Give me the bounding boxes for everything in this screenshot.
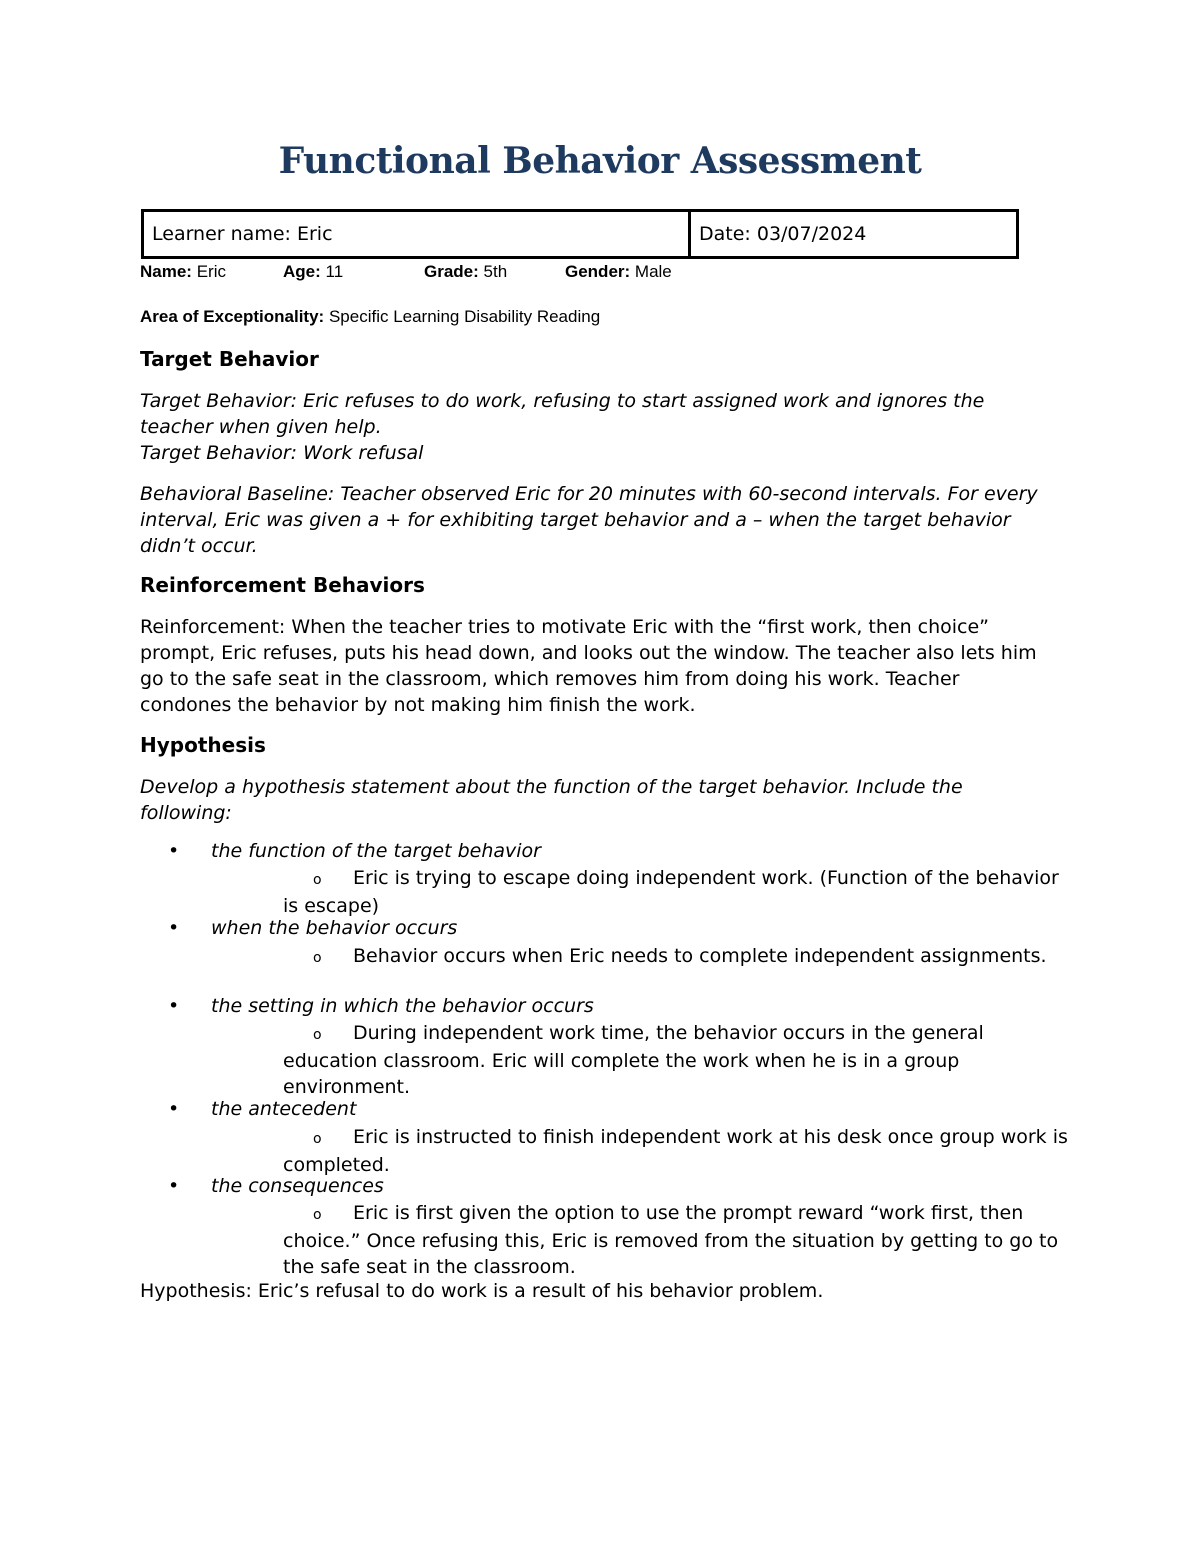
hypothesis-statement: Hypothesis: Eric’s refusal to do work is a result of his behavior problem. [140, 1280, 824, 1302]
name-value: Eric [191, 262, 226, 281]
hypothesis-intro: Develop a hypothesis statement about the function of the target behavior. Include the following: [140, 776, 963, 824]
sub-bullet-icon: o [313, 872, 322, 888]
grade-label: Grade: [424, 262, 479, 281]
hypothesis-item-detail [283, 1200, 1073, 1280]
sub-bullet-icon: o [313, 1131, 322, 1147]
hypothesis-item-detail-text: Eric is instructed to finish independent work at his desk once group work is completed. [283, 1126, 1068, 1176]
bullet-icon: • [168, 1098, 180, 1120]
area-of-exceptionality [140, 307, 600, 327]
sub-bullet-icon: o [313, 950, 322, 966]
grade-field [424, 262, 507, 282]
hypothesis-item-detail [283, 1020, 1073, 1100]
hypothesis-item-label: the antecedent [211, 1098, 357, 1120]
bullet-icon: • [168, 995, 180, 1017]
hypothesis-item-detail-text: During independent work time, the behavior occurs in the general education classroom. Eric will complete the work when he is in a group environment. [283, 1022, 984, 1098]
target-behavior-text: Target Behavior: Eric refuses to do work, refusing to start assigned work and ignores the teacher when given help. [140, 390, 985, 438]
hypothesis-item-detail [283, 1124, 1073, 1178]
target-behavior-heading: Target Behavior [140, 347, 319, 371]
hypothesis-item-detail-text: Eric is trying to escape doing independent work. (Function of the behavior is escape) [283, 867, 1059, 917]
age-value: 11 [320, 262, 344, 281]
date-cell: Date: 03/07/2024 [690, 211, 1018, 258]
bullet-icon: • [168, 1175, 180, 1197]
name-label: Name: [140, 262, 192, 281]
age-field [283, 262, 343, 282]
target-behavior-summary: Target Behavior: Work refusal [140, 442, 424, 464]
reinforcement-text: Reinforcement: When the teacher tries to motivate Eric with the “first work, then choice” prompt, Eric refuses, puts his head down, and looks out the window. The teacher also lets him go to the safe seat in the classroom, which removes him from doing his work. Teacher condones the behavior by not making him finish the work. [140, 616, 1037, 716]
learner-info-table [141, 209, 1019, 259]
hypothesis-item-label: when the behavior occurs [211, 917, 458, 939]
gender-label: Gender: [565, 262, 631, 281]
name-field [140, 262, 226, 282]
learner-name-cell: Learner name: Eric [143, 211, 690, 258]
grade-value: 5th [478, 262, 508, 281]
sub-bullet-icon: o [313, 1207, 322, 1223]
hypothesis-item-detail [283, 943, 1073, 971]
area-value: Specific Learning Disability Reading [324, 307, 601, 326]
bullet-icon: • [168, 840, 180, 862]
hypothesis-item-label: the function of the target behavior [211, 840, 541, 862]
age-label: Age: [283, 262, 321, 281]
area-label: Area of Exceptionality: [140, 307, 325, 326]
hypothesis-item-label: the setting in which the behavior occurs [211, 995, 594, 1017]
hypothesis-item-detail-text: Behavior occurs when Eric needs to complete independent assignments. [353, 945, 1047, 967]
gender-field [565, 262, 672, 282]
hypothesis-item-label: the consequences [211, 1175, 384, 1197]
sub-bullet-icon: o [313, 1027, 322, 1043]
gender-value: Male [630, 262, 672, 281]
hypothesis-item-detail-text: Eric is first given the option to use the prompt reward “work first, then choice.” Once refusing this, Eric is removed from the situation by getting to go to the safe seat in the classroom. [283, 1202, 1059, 1278]
behavioral-baseline-text: Behavioral Baseline: Teacher observed Eric for 20 minutes with 60-second intervals. For every interval, Eric was given a + for exhibiting target behavior and a – when the target behavior didn’t occur. [140, 483, 1038, 557]
document-title: Functional Behavior Assessment [278, 140, 922, 182]
reinforcement-heading: Reinforcement Behaviors [140, 573, 425, 597]
bullet-icon: • [168, 917, 180, 939]
hypothesis-item-detail [283, 865, 1073, 919]
hypothesis-heading: Hypothesis [140, 733, 266, 757]
